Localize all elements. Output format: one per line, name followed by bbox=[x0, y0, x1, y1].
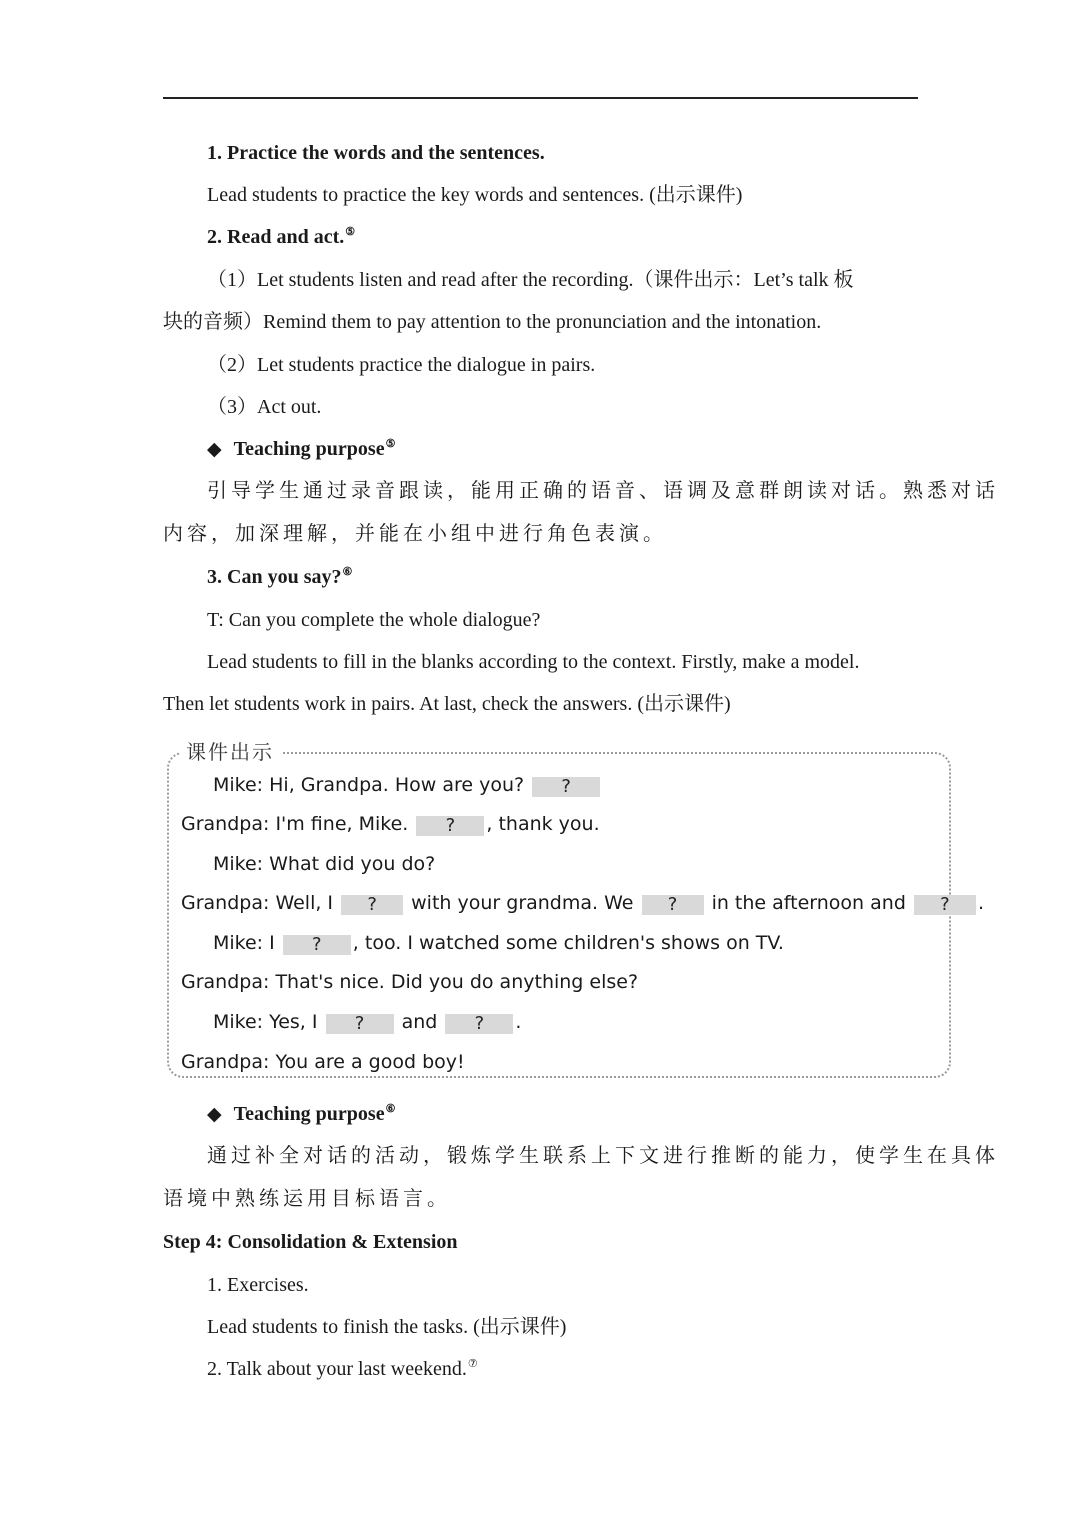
footnote-mark: ⑥ bbox=[385, 1103, 396, 1116]
step-4-item-exercises-text: Lead students to finish the tasks. (出示课件) bbox=[207, 1316, 567, 1338]
footnote-mark: ⑤ bbox=[345, 226, 356, 239]
dialogue-line: Grandpa: Well, I ? with your grandma. We ? in the afternoon and ? . bbox=[181, 892, 984, 915]
read-act-item-1: （1）Let students listen and read after the recording.（课件出示：Let’s talk 板 bbox=[207, 269, 854, 291]
footnote-mark: ⑦ bbox=[467, 1358, 478, 1371]
answer-blank: ? bbox=[341, 895, 403, 915]
teaching-purpose-heading: ◆ Teaching purpose⑤ bbox=[207, 438, 396, 460]
step-4-item-exercises: 1. Exercises. bbox=[207, 1274, 309, 1296]
read-act-item-3: （3）Act out. bbox=[207, 396, 322, 418]
dialogue-line: Grandpa: I'm fine, Mike. ? , thank you. bbox=[181, 813, 600, 836]
answer-blank: ? bbox=[445, 1014, 513, 1034]
answer-blank: ? bbox=[326, 1014, 394, 1034]
answer-blank: ? bbox=[283, 935, 351, 955]
answer-blank: ? bbox=[914, 895, 976, 915]
diamond-bullet-icon: ◆ bbox=[207, 439, 222, 460]
answer-blank: ? bbox=[642, 895, 704, 915]
teaching-purpose-text-cont: 内容，加深理解，并能在小组中进行角色表演。 bbox=[163, 523, 667, 545]
step-4-item-talk: 2. Talk about your last weekend.⑦ bbox=[207, 1358, 478, 1380]
dialogue-line: Mike: I ? , too. I watched some children's shows on TV. bbox=[213, 932, 784, 955]
section-heading-practice: 1. Practice the words and the sentences. bbox=[207, 142, 545, 164]
courseware-tag: 课件出示 bbox=[180, 736, 282, 768]
dialogue-line: Mike: Hi, Grandpa. How are you? ? bbox=[213, 772, 602, 798]
answer-blank: ? bbox=[416, 816, 484, 836]
section-heading-read-act: 2. Read and act.⑤ bbox=[207, 226, 356, 248]
teaching-purpose-text: 通过补全对话的活动，锻炼学生联系上下文进行推断的能力，使学生在具体 bbox=[207, 1145, 999, 1167]
header-rule bbox=[163, 97, 918, 99]
diamond-bullet-icon: ◆ bbox=[207, 1104, 222, 1125]
paragraph-fill-blanks: Lead students to fill in the blanks according to the context. Firstly, make a model. bbox=[207, 651, 860, 673]
section-heading-can-you-say: 3. Can you say?⑥ bbox=[207, 566, 353, 588]
teaching-purpose-text-cont: 语境中熟练运用目标语言。 bbox=[163, 1188, 451, 1210]
teacher-question: T: Can you complete the whole dialogue? bbox=[207, 609, 541, 631]
dialogue-line: Mike: Yes, I ? and ? . bbox=[213, 1011, 522, 1034]
teaching-purpose-heading: ◆ Teaching purpose⑥ bbox=[207, 1103, 396, 1125]
dialogue-line: Grandpa: That's nice. Did you do anything else? bbox=[181, 971, 639, 993]
dialogue-line: Mike: What did you do? bbox=[213, 853, 436, 875]
paragraph-fill-blanks-cont: Then let students work in pairs. At last, check the answers. (出示课件) bbox=[163, 693, 731, 715]
answer-blank: ? bbox=[532, 777, 600, 797]
step-4-heading: Step 4: Consolidation & Extension bbox=[163, 1231, 458, 1253]
footnote-mark: ⑤ bbox=[385, 438, 396, 451]
read-act-item-1-cont: 块的音频）Remind them to pay attention to the pronunciation and the intonation. bbox=[163, 311, 822, 333]
read-act-item-2: （2）Let students practice the dialogue in pairs. bbox=[207, 354, 596, 376]
footnote-mark: ⑥ bbox=[342, 566, 353, 579]
dialogue-line: Grandpa: You are a good boy! bbox=[181, 1051, 465, 1073]
teaching-purpose-text: 引导学生通过录音跟读，能用正确的语音、语调及意群朗读对话。熟悉对话 bbox=[207, 480, 999, 502]
paragraph-practice: Lead students to practice the key words and sentences. (出示课件) bbox=[207, 184, 743, 206]
